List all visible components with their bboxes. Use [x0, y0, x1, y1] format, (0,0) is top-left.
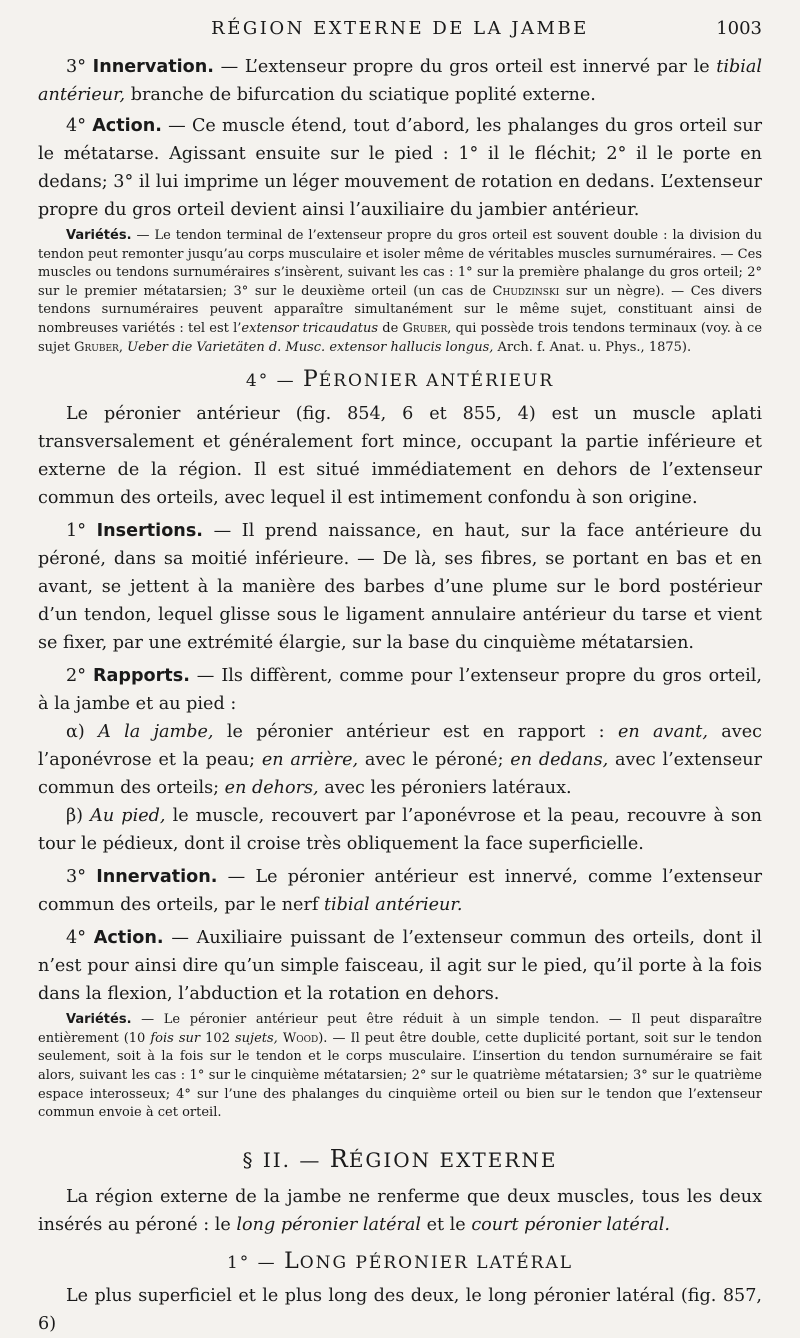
author-name: Gruber [74, 339, 119, 355]
emphasis-text: en dedans, [510, 750, 609, 771]
emphasis-text: tibial antérieur. [323, 895, 463, 916]
running-head-title: RÉGION EXTERNE DE LA JAMBE [211, 18, 589, 39]
note-text: — Le péronier antérieur peut être réduit à un simple tendon. — Il peut disparaître entièrement (10 [38, 1012, 762, 1046]
note-text: de [378, 320, 403, 336]
paragraph-label: Action. [93, 928, 164, 949]
paragraph-action-peronier [38, 924, 762, 1008]
emphasis-text: Ueber die Varietäten d. Musc. extensor hallucis longus, [127, 339, 494, 355]
list-marker: α) [66, 722, 99, 743]
paragraph-label: Insertions. [96, 521, 203, 542]
paragraph-alpha-jambe [38, 718, 762, 802]
emphasis-text: Au pied, [90, 806, 166, 827]
page-number: 1003 [716, 18, 762, 39]
paragraph-text: avec les péroniers latéraux. [318, 778, 572, 799]
paragraph-label: Innervation. [96, 867, 218, 888]
heading-long-peronier [38, 1249, 762, 1274]
paragraph-text: avec l’aponévrose et la peau; [38, 722, 762, 771]
emphasis-text: sujets, [235, 1030, 278, 1046]
paragraph-text: — Ce muscle étend, tout d’abord, les phalanges du gros orteil sur le métatarse. Agissant ensuite sur le pied : 1° il le fléchit; 2° il le porte en dedans; 3° il lui imprime un léger mouvement de rotation en dedans. L’extenseur propre du gros orteil devient ainsi l’auxiliaire du jambier antérieur. [38, 116, 762, 220]
emphasis-text: en avant, [617, 722, 708, 743]
heading-initial: L [284, 1248, 300, 1274]
item-number: 1° [66, 521, 97, 542]
heading-rest: ÉRONIER ANTÉRIEUR [318, 371, 555, 392]
emphasis-text: long péronier latéral [236, 1214, 422, 1235]
heading-prefix: 1° — [226, 1252, 285, 1273]
paragraph-text: branche de bifurcation du sciatique poplité externe. [125, 85, 596, 105]
paragraph-text: — Il prend naissance, en haut, sur la face antérieure du péroné, dans sa moitié inférieure. — De là, ses fibres, se portant en bas et en avant, se jettent à la manière des barbes d’une plume sur le bord postérieur d’un tendon, lequel glisse sous le ligament annulaire antérieur du tarse et vient se fixer, par une extrémité élargie, sur la base du cinquième métatarsien. [38, 521, 762, 654]
heading-initial: R [329, 1144, 349, 1173]
paragraph-innervation-extenseur [38, 53, 762, 109]
paragraph-text: le muscle, recouvert par l’aponévrose et la peau, recouvre à son tour le pédieux, dont il croise très obliquement la face superficielle. [38, 806, 762, 855]
heading-prefix: § II. — [242, 1147, 330, 1172]
emphasis-text: A la jambe, [98, 722, 214, 743]
emphasis-text: court péronier latéral. [471, 1214, 670, 1235]
heading-initial: P [303, 367, 319, 393]
paragraph-innervation-peronier [38, 863, 762, 919]
paragraph-label: Innervation. [92, 57, 214, 77]
author-name: Gruber [402, 320, 448, 336]
note-text: sur un nègre). — Ces divers tendons surnuméraires peuvent apparaître simultanément sur le même sujet, constituant ainsi de nombreuses variétés : tel est l’ [38, 283, 763, 336]
paragraph-insertions [38, 517, 762, 657]
emphasis-text: en dehors, [224, 778, 319, 799]
paragraph-text: La région externe de la jambe ne renferme que deux muscles, tous les deux insérés au péroné : le [38, 1186, 762, 1235]
paragraph-text: — L’extenseur propre du gros orteil est innervé par le [213, 57, 717, 77]
paragraph-text: et le [421, 1214, 472, 1235]
emphasis-text: en arrière, [261, 750, 359, 771]
note-label: Variétés. [66, 228, 132, 243]
paragraph-text: avec l’extenseur commun des orteils; [38, 750, 762, 799]
emphasis-text: extensor tricaudatus [241, 320, 379, 336]
paragraph-label: Rapports. [92, 666, 190, 687]
heading-rest: ÉGION EXTERNE [348, 1147, 558, 1172]
paragraph-region-externe [38, 1183, 762, 1239]
paragraph-text: avec le péroné; [358, 750, 511, 771]
item-number: 2° [66, 666, 93, 687]
heading-peronier-anterieur [38, 367, 762, 392]
section-heading-region-externe [38, 1145, 762, 1173]
note-text: — Le tendon terminal de l’extenseur propre du gros orteil est souvent double : la division du tendon peut remonter jusqu’au corps musculaire et isoler même de véritables muscles surnuméraires. — Ces muscles ou tendons surnuméraires s’insèrent, suivant les cas : 1° sur la première phalange du gros orteil; 2° sur le premier métatarsien; 3° sur le deuxième orteil (un cas de [38, 228, 762, 299]
paragraph-text: le péronier antérieur est en rapport : [213, 722, 618, 743]
note-text: Arch. f. Anat. u. Phys., 1875). [493, 339, 692, 355]
author-name: Chudzinski [492, 283, 560, 299]
heading-rest: ONG PÉRONIER LATÉRAL [299, 1252, 574, 1273]
note-text: , qui possède trois tendons terminaux (voy. à ce sujet [38, 320, 763, 355]
paragraph-beta-pied [38, 802, 762, 858]
note-text: ). — Il peut être double, cette duplicité portant, soit sur le tendon seulement, soit à la fois sur le tendon et le corps musculaire. L’insertion du tendon surnuméraire se fait alors, suivant les cas : 1° sur le cinquième métatarsien; 2° sur le quatrième métatarsien; 3° sur le quatrième espace interosseux; 4° sur l’une des phalanges du cinquième orteil ou bien sur le tendon que l’extenseur commun envoie à cet orteil. [38, 1030, 763, 1121]
running-head [38, 18, 762, 39]
item-number: 4° [66, 116, 93, 136]
paragraph-long-peronier: Le plus superficiel et le plus long des deux, le long péronier latéral (fig. 857, 6) [38, 1285, 762, 1334]
heading-prefix: 4° — [245, 371, 303, 392]
note-text: , [118, 339, 128, 355]
paragraph-action-extenseur [38, 112, 762, 224]
paragraph-rapports [38, 662, 762, 718]
emphasis-text: tibial antérieur, [38, 57, 762, 105]
author-name: Wood [282, 1030, 319, 1046]
item-number: 3° [66, 57, 93, 77]
note-text: 102 [200, 1030, 236, 1046]
note-varietes-extenseur [38, 227, 762, 357]
paragraph-text: — Auxiliaire puissant de l’extenseur commun des orteils, dont il n’est pour ainsi dire qu’un simple faisceau, il agit sur le pied, qu’il porte à la fois dans la flexion, l’abduction et la rotation en dehors. [38, 928, 762, 1005]
paragraph-text: — Ils diffèrent, comme pour l’extenseur propre du gros orteil, à la jambe et au pied : [38, 666, 762, 715]
note-varietes-peronier [38, 1011, 762, 1123]
note-label: Variétés. [66, 1012, 132, 1028]
paragraph-label: Action. [92, 116, 162, 136]
paragraph-text: — Le péronier antérieur est innervé, comme l’extenseur commun des orteils, par le nerf [38, 867, 762, 916]
emphasis-text: fois sur [150, 1030, 201, 1046]
paragraph-intro-peronier: Le péronier antérieur (fig. 854, 6 et 855, 4) est un muscle aplati transversalement et généralement fort mince, occupant la partie inférieure et externe de la région. Il est situé immédiatement en dehors de l’extenseur commun des orteils, avec lequel il est intimement confondu à son origine. [38, 404, 762, 509]
item-number: 4° [66, 928, 94, 949]
item-number: 3° [66, 867, 97, 888]
list-marker: β) [66, 806, 91, 827]
